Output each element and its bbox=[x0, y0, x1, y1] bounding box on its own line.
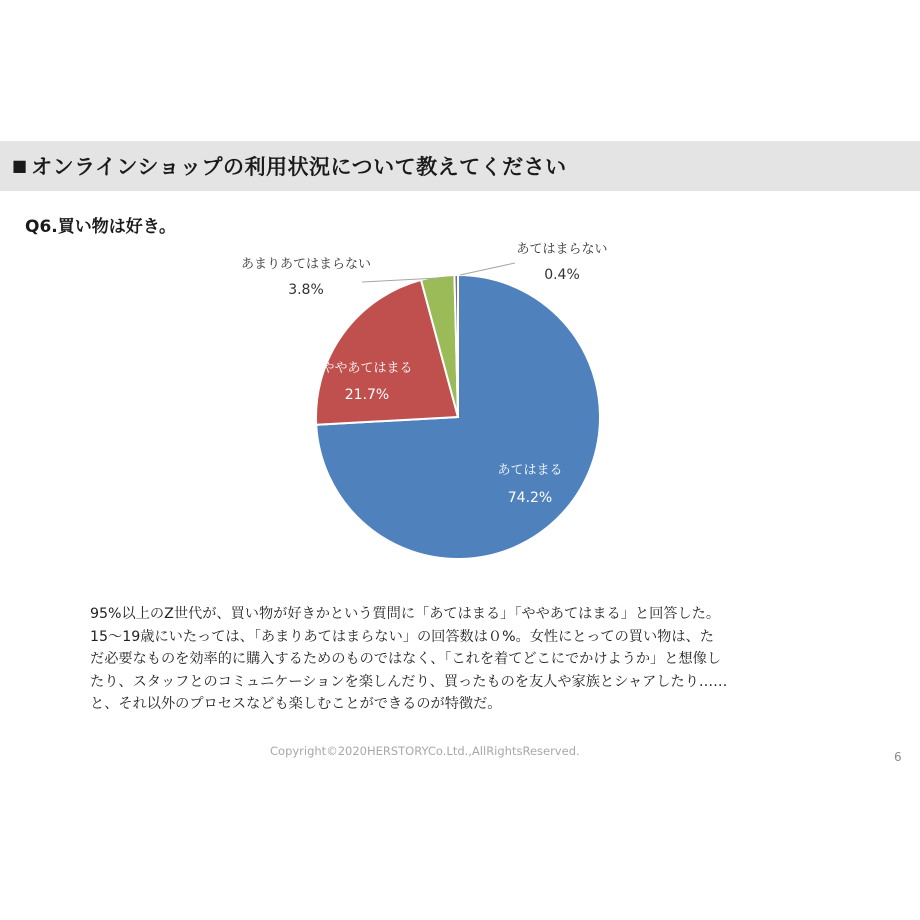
slice-label-1: ややあてはまる bbox=[321, 361, 413, 376]
slice-value-2: 3.8% bbox=[288, 282, 324, 298]
square-bullet-icon: ■ bbox=[12, 156, 28, 175]
slice-value-1: 21.7% bbox=[344, 387, 390, 403]
description-text: 95%以上のZ世代が、買い物が好きかという質問に「あてはまる」「ややあてはまる」と回答した。 15〜19歳にいたっては、「あまりあてはまらない」の回答数は０%。女性にとっての買い物は、た だ必要なものを効率的に購入するためのものではなく、「これを着てどこにでかけようか」と想像し たり、スタッフとのコミュニケーションを楽しんだり、買ったものを友人や家族とシャアしたり…… と、それ以外のプロセスなども楽しむことができるのが特徴だ。 bbox=[90, 606, 728, 712]
slice-label-2: あまりあてはまらない bbox=[240, 257, 372, 272]
slice-label-3: あてはまらない bbox=[516, 242, 608, 257]
leader-line-3 bbox=[460, 263, 515, 275]
slice-value-0: 74.2% bbox=[507, 490, 553, 506]
pie-slices bbox=[316, 275, 600, 559]
slice-value-3: 0.4% bbox=[544, 267, 580, 283]
copyright-text: Copyright©2020HERSTORYCo.Ltd.,AllRightsReserved. bbox=[270, 744, 580, 758]
page-number: 6 bbox=[894, 750, 902, 764]
section-title: オンラインショップの利用状況について教えてください bbox=[31, 155, 567, 179]
question-title: Q6.買い物は好き。 bbox=[25, 217, 177, 237]
slice-label-0: あてはまる bbox=[497, 463, 563, 478]
